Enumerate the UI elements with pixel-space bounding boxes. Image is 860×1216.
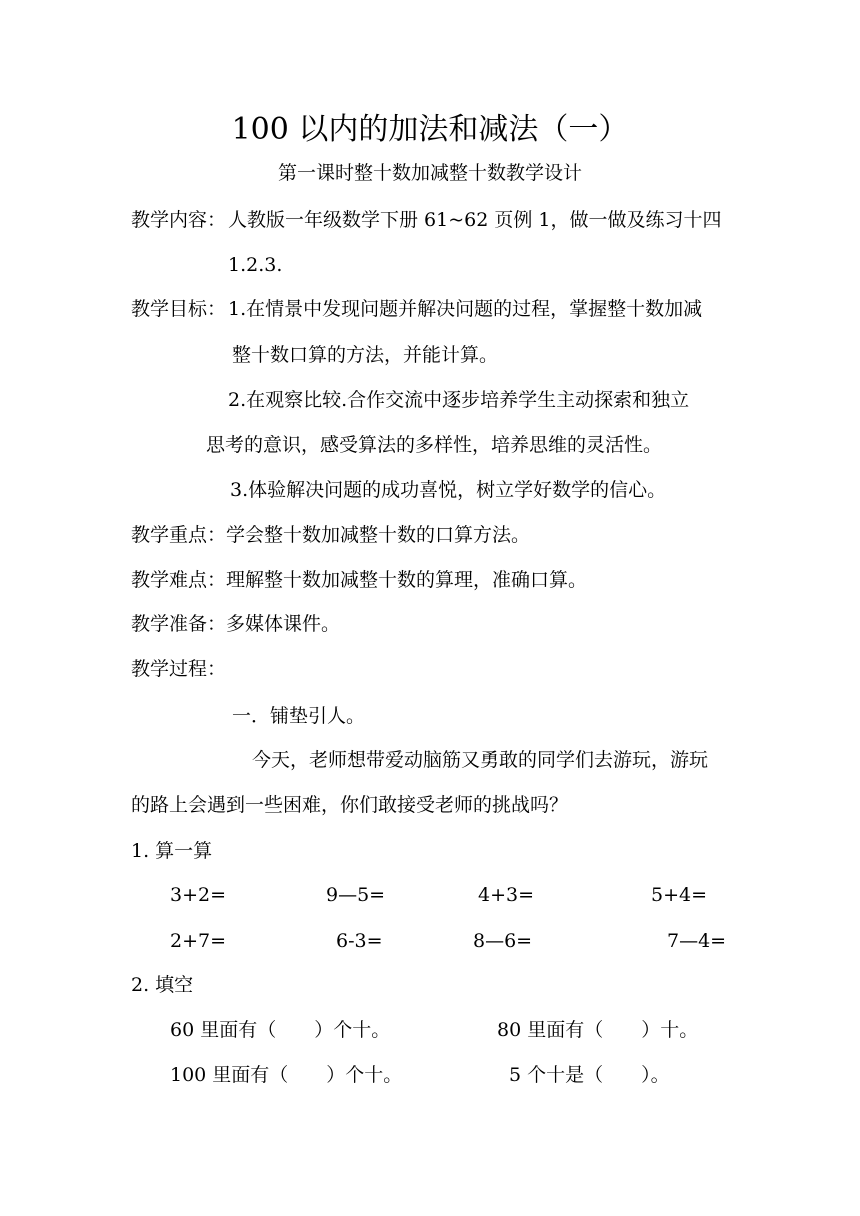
key-point: 教学重点：学会整十数加减整十数的口算方法。 xyxy=(131,524,531,546)
goal-1-line-2: 整十数口算的方法，并能计算。 xyxy=(232,344,499,366)
preparation: 教学准备：多媒体课件。 xyxy=(131,613,341,635)
goal-3: 3.体验解决问题的成功喜悦，树立学好数学的信心。 xyxy=(230,479,667,501)
exercise-1-item: 6-3= xyxy=(336,930,383,952)
goal-1-line-1: 1.在情景中发现问题并解决问题的过程，掌握整十数加减 xyxy=(228,298,703,320)
document-title: 100 以内的加法和减法（一） xyxy=(231,112,629,147)
goals-label: 教学目标： xyxy=(131,298,227,320)
exercise-2-item: 100 里面有（ ）个十。 xyxy=(170,1064,403,1086)
exercise-1-item: 8—6= xyxy=(473,930,533,952)
process-label: 教学过程： xyxy=(131,658,227,680)
exercise-1-heading: 1. 算一算 xyxy=(131,840,213,862)
content-text: 人教版一年级数学下册 61~62 页例 1，做一做及练习十四 xyxy=(228,209,722,231)
section-1-para-line-1: 今天，老师想带爱动脑筋又勇敢的同学们去游玩，游玩 xyxy=(252,749,709,771)
exercise-1-item: 4+3= xyxy=(478,884,535,906)
exercise-1-item: 3+2= xyxy=(170,884,227,906)
content-text-cont: 1.2.3. xyxy=(228,254,283,276)
difficulty: 教学难点：理解整十数加减整十数的算理，准确口算。 xyxy=(131,569,588,591)
document-subtitle: 第一课时整十数加减整十数教学设计 xyxy=(277,162,582,184)
exercise-2-item: 60 里面有（ ）个十。 xyxy=(170,1019,391,1041)
exercise-2-item: 5 个十是（ ）。 xyxy=(509,1064,670,1086)
exercise-2-item: 80 里面有（ ）十。 xyxy=(497,1019,699,1041)
exercise-1-item: 2+7= xyxy=(170,930,227,952)
content-label: 教学内容： xyxy=(131,209,227,231)
goal-2-line-2: 思考的意识，感受算法的多样性，培养思维的灵活性。 xyxy=(206,434,663,456)
section-1-heading: 一．铺垫引人。 xyxy=(232,705,366,727)
exercise-1-item: 7—4= xyxy=(667,930,727,952)
exercise-1-item: 9—5= xyxy=(326,884,386,906)
goal-2-line-1: 2.在观察比较.合作交流中逐步培养学生主动探索和独立 xyxy=(228,389,690,411)
exercise-2-heading: 2. 填空 xyxy=(131,974,194,996)
section-1-para-line-2: 的路上会遇到一些困难，你们敢接受老师的挑战吗？ xyxy=(131,794,569,816)
exercise-1-item: 5+4= xyxy=(651,884,708,906)
